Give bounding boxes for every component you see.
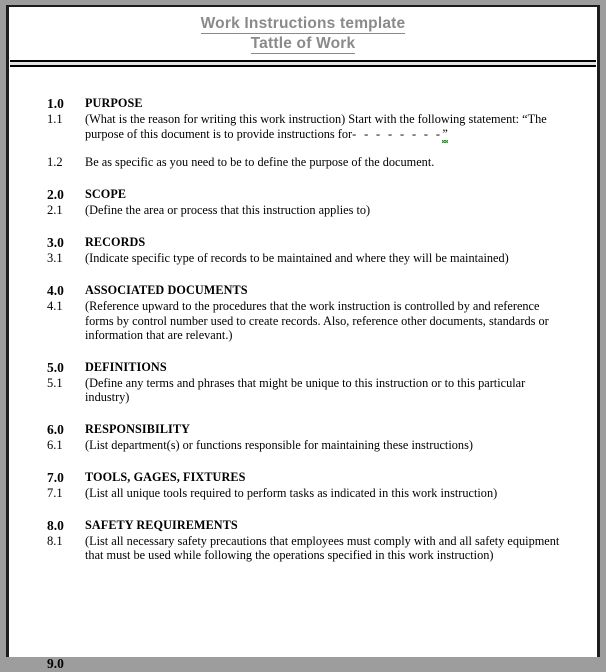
section-4-item-1-number: 4.1 xyxy=(47,299,63,313)
section-1-item-1-number: 1.1 xyxy=(47,112,63,126)
section-1-heading: PURPOSE xyxy=(85,96,143,110)
section-1-item-1-text xyxy=(85,112,571,142)
section-3 xyxy=(21,235,585,266)
section-3-item-1-number: 3.1 xyxy=(47,251,63,265)
section-7 xyxy=(21,470,585,501)
section-2-number: 2.0 xyxy=(47,187,64,202)
section-5-heading-row xyxy=(21,360,585,375)
section-8-item-1-number: 8.1 xyxy=(47,533,63,548)
section-1-item-2-text: Be as specific as you need to be to define the purpose of the document. xyxy=(85,155,435,169)
section-8-heading-row xyxy=(21,518,585,533)
section-7-item-1-row xyxy=(21,486,585,501)
section-1-heading-row xyxy=(21,96,585,111)
section-1-item-2-number: 1.2 xyxy=(47,155,63,169)
section-5-heading: DEFINITIONS xyxy=(85,359,167,374)
section-1 xyxy=(21,96,585,170)
section-7-number: 7.0 xyxy=(47,469,64,485)
section-4-number: 4.0 xyxy=(47,283,64,298)
section-2-heading: SCOPE xyxy=(85,187,127,201)
section-2-item-1-number: 2.1 xyxy=(47,203,63,217)
section-9-number-cutoff: 9.0 xyxy=(47,656,64,671)
section-3-heading-row xyxy=(21,235,585,250)
section-1-number: 1.0 xyxy=(47,96,64,111)
section-4-heading: ASSOCIATED DOCUMENTS xyxy=(85,283,248,297)
section-1-item-2-row xyxy=(21,155,585,170)
document-title-line-2 xyxy=(9,34,597,54)
section-6-item-1-row xyxy=(21,438,585,453)
section-2-heading-row xyxy=(21,187,585,202)
section-7-item-1-text: (List all unique tools required to perform tasks as indicated in this work instruction) xyxy=(85,485,498,500)
document-header xyxy=(9,7,597,54)
section-6 xyxy=(21,422,585,453)
section-2-item-1-row xyxy=(21,203,585,218)
section-8-item-1-text: (List all necessary safety precautions that employees must comply with and all safety equipment that must be used while following the operations specified in this work instruction) xyxy=(85,533,560,562)
section-4-item-1-text: (Reference upward to the procedures that the work instruction is controlled by and reference forms by control number used to create records. Also, reference other documents, standards or information that are relevant.) xyxy=(85,299,549,342)
section-1-item-1-spellcheck-mark: ” xyxy=(442,126,448,141)
header-double-rule xyxy=(10,60,596,67)
section-3-item-1-row xyxy=(21,251,585,266)
section-3-heading: RECORDS xyxy=(85,235,146,249)
section-3-number: 3.0 xyxy=(47,235,64,250)
section-3-item-1-text: (Indicate specific type of records to be maintained and where they will be maintained) xyxy=(85,251,509,265)
section-5-item-1-number: 5.1 xyxy=(47,375,63,390)
document-title-line-1-text: Work Instructions template xyxy=(200,15,406,32)
section-8-heading: SAFETY REQUIREMENTS xyxy=(85,517,238,532)
section-2 xyxy=(21,187,585,218)
section-4 xyxy=(21,283,585,343)
section-7-heading: TOOLS, GAGES, FIXTURES xyxy=(85,469,246,484)
section-6-item-1-number: 6.1 xyxy=(47,437,63,452)
section-4-item-1-row xyxy=(21,299,585,343)
section-7-item-1-number: 7.1 xyxy=(47,485,63,500)
section-8-item-1-row xyxy=(21,534,585,563)
section-6-item-1-text: (List department(s) or functions responsible for maintaining these instructions) xyxy=(85,437,473,452)
section-6-heading: RESPONSIBILITY xyxy=(85,421,191,436)
section-8-number: 8.0 xyxy=(47,517,64,533)
document-page xyxy=(6,5,600,671)
section-2-item-1-text: (Define the area or process that this instruction applies to) xyxy=(85,203,371,217)
section-7-heading-row xyxy=(21,470,585,485)
section-5 xyxy=(21,360,585,405)
section-5-number: 5.0 xyxy=(47,359,64,375)
document-title-line-1 xyxy=(9,14,597,34)
section-1-item-1-row xyxy=(21,112,585,142)
section-6-number: 6.0 xyxy=(47,421,64,437)
section-1-item-1-dash-fill: - - - - - - - - xyxy=(352,126,443,141)
section-5-item-1-text: (Define any terms and phrases that might be unique to this instruction or to this particular industry) xyxy=(85,375,526,404)
section-8 xyxy=(21,518,585,563)
section-4-heading-row xyxy=(21,283,585,298)
section-5-item-1-row xyxy=(21,376,585,405)
document-body xyxy=(9,67,597,563)
section-6-heading-row xyxy=(21,422,585,437)
section-1-item-1-text-before: (What is the reason for writing this work instruction) Start with the following statement: “The purpose of this document is to provide instructions for xyxy=(85,112,547,141)
document-title-line-2-text: Tattle of Work xyxy=(250,35,356,52)
